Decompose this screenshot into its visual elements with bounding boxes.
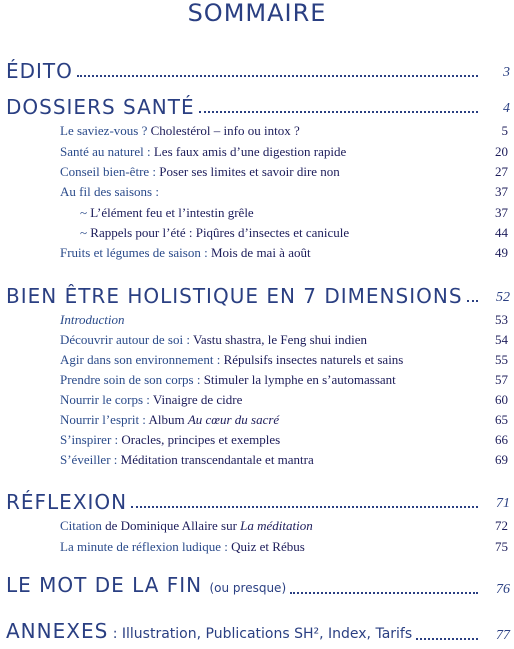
- toc-entry[interactable]: [0, 431, 514, 449]
- section-heading: BIEN ÊTRE HOLISTIQUE EN 7 DIMENSIONS: [6, 284, 463, 308]
- toc-entry[interactable]: [0, 311, 514, 329]
- entry-category: S’éveiller :: [60, 452, 121, 467]
- toc-entry[interactable]: [0, 204, 514, 222]
- section-page-number: 76: [496, 582, 510, 597]
- entry-page-number: 37: [495, 184, 508, 199]
- entry-category: Santé au naturel :: [60, 144, 154, 159]
- toc-entry[interactable]: [0, 122, 514, 140]
- entry-page-number: 75: [495, 539, 508, 554]
- toc-section-edito[interactable]: [6, 57, 510, 83]
- entry-category: Citation: [60, 518, 106, 533]
- entry-category: Nourrir le corps :: [60, 392, 153, 407]
- entry-page-number: 57: [495, 372, 508, 387]
- entry-category: Au fil des saisons :: [60, 184, 159, 199]
- dot-leader: [467, 299, 478, 302]
- section-page-number: 71: [496, 496, 510, 511]
- toc-entry[interactable]: [0, 143, 514, 161]
- section-heading: RÉFLEXION: [6, 490, 128, 514]
- toc-entry[interactable]: [0, 331, 514, 349]
- entry-category: Agir dans son environnement :: [60, 352, 224, 367]
- entry-title: Album: [148, 412, 188, 427]
- entry-title: Répulsifs insectes naturels et sains: [223, 352, 404, 367]
- section-page-number: 4: [503, 101, 510, 116]
- entry-page-number: 65: [495, 412, 508, 427]
- entry-category: Prendre soin de son corps :: [60, 372, 204, 387]
- toc-section-bien-etre-holistique[interactable]: [6, 282, 510, 308]
- entry-title: Mois de mai à août: [210, 245, 311, 260]
- entry-page-number: 37: [495, 205, 508, 220]
- entry-page-number: 54: [495, 332, 508, 347]
- dot-leader: [416, 637, 478, 640]
- entry-title: Poser ses limites et savoir dire non: [159, 164, 340, 179]
- entry-title: Cholestérol – info ou intox ?: [150, 123, 300, 138]
- entry-category: Le saviez-vous ?: [60, 123, 151, 138]
- entry-page-number: 44: [495, 225, 508, 240]
- toc-entry[interactable]: [0, 163, 514, 181]
- entry-page-number: 27: [495, 164, 508, 179]
- section-heading: LE MOT DE LA FIN (ou presque): [6, 573, 287, 597]
- dot-leader: [131, 505, 478, 508]
- entry-page-number: 53: [495, 312, 508, 327]
- entry-title: Oracles, principes et exemples: [121, 432, 281, 447]
- entry-bullet: ~: [80, 205, 91, 220]
- section-page-number: 3: [503, 65, 510, 80]
- entry-page-number: 49: [495, 245, 508, 260]
- section-heading-aside: (ou presque): [209, 581, 287, 595]
- entry-category: Découvrir autour de soi :: [60, 332, 193, 347]
- entry-category: Nourrir l’esprit :: [60, 412, 149, 427]
- entry-title: Quiz et Rébus: [231, 539, 305, 554]
- toc-entry[interactable]: [0, 411, 514, 429]
- toc-entry[interactable]: [0, 517, 514, 535]
- toc-entry[interactable]: [0, 451, 514, 469]
- entry-title: Les faux amis d’une digestion rapide: [153, 144, 347, 159]
- section-page-number: 52: [496, 290, 510, 305]
- page-title: SOMMAIRE: [187, 0, 327, 27]
- section-heading: ANNEXES : Illustration, Publications SH², Index, Tarifs: [6, 619, 413, 643]
- toc-section-reflexion[interactable]: [6, 488, 510, 514]
- entry-title: L’élément feu et l’intestin grêle: [90, 205, 254, 220]
- section-heading: DOSSIERS SANTÉ: [6, 95, 195, 119]
- toc-entry[interactable]: [0, 183, 514, 201]
- dot-leader: [290, 591, 478, 594]
- toc-entry[interactable]: [0, 224, 514, 242]
- toc-entry[interactable]: [0, 538, 514, 556]
- entry-title-italic: Au cœur du sacré: [187, 412, 280, 427]
- entry-category: Conseil bien-être :: [60, 164, 160, 179]
- section-heading-details: : Illustration, Publications SH², Index, Tarifs: [108, 626, 413, 642]
- entry-title: Vastu shastra, le Feng shui indien: [192, 332, 368, 347]
- toc-entry[interactable]: [0, 391, 514, 409]
- entry-title: Introduction: [60, 312, 125, 327]
- entry-page-number: 55: [495, 352, 508, 367]
- section-heading: ÉDITO: [6, 59, 73, 83]
- entry-page-number: 69: [495, 452, 508, 467]
- entry-category: La minute de réflexion ludique :: [60, 539, 232, 554]
- entry-page-number: 66: [495, 432, 508, 447]
- entry-title-italic: La méditation: [240, 518, 313, 533]
- entry-category: S’inspirer :: [60, 432, 122, 447]
- entry-title: Vinaigre de cidre: [152, 392, 243, 407]
- dot-leader: [199, 110, 478, 113]
- dot-leader: [77, 74, 478, 77]
- entry-title: Méditation transcendantale et mantra: [120, 452, 314, 467]
- entry-page-number: 5: [501, 123, 508, 138]
- entry-title: de Dominique Allaire sur: [105, 518, 241, 533]
- entry-title: Stimuler la lymphe en s’automassant: [203, 372, 396, 387]
- toc-section-annexes[interactable]: [6, 620, 510, 646]
- toc-entry[interactable]: [0, 371, 514, 389]
- entry-page-number: 60: [495, 392, 508, 407]
- toc-entry[interactable]: [0, 351, 514, 369]
- entry-title: Rappels pour l’été : Piqûres d’insectes et canicule: [90, 225, 350, 240]
- toc-section-dossiers-sante[interactable]: [6, 93, 510, 119]
- entry-page-number: 72: [495, 518, 508, 533]
- entry-page-number: 20: [495, 144, 508, 159]
- entry-category: Fruits et légumes de saison :: [60, 245, 211, 260]
- toc-entry[interactable]: [0, 244, 514, 262]
- section-page-number: 77: [496, 628, 510, 643]
- entry-bullet: ~: [80, 225, 91, 240]
- toc-section-le-mot-de-la-fin[interactable]: [6, 574, 510, 600]
